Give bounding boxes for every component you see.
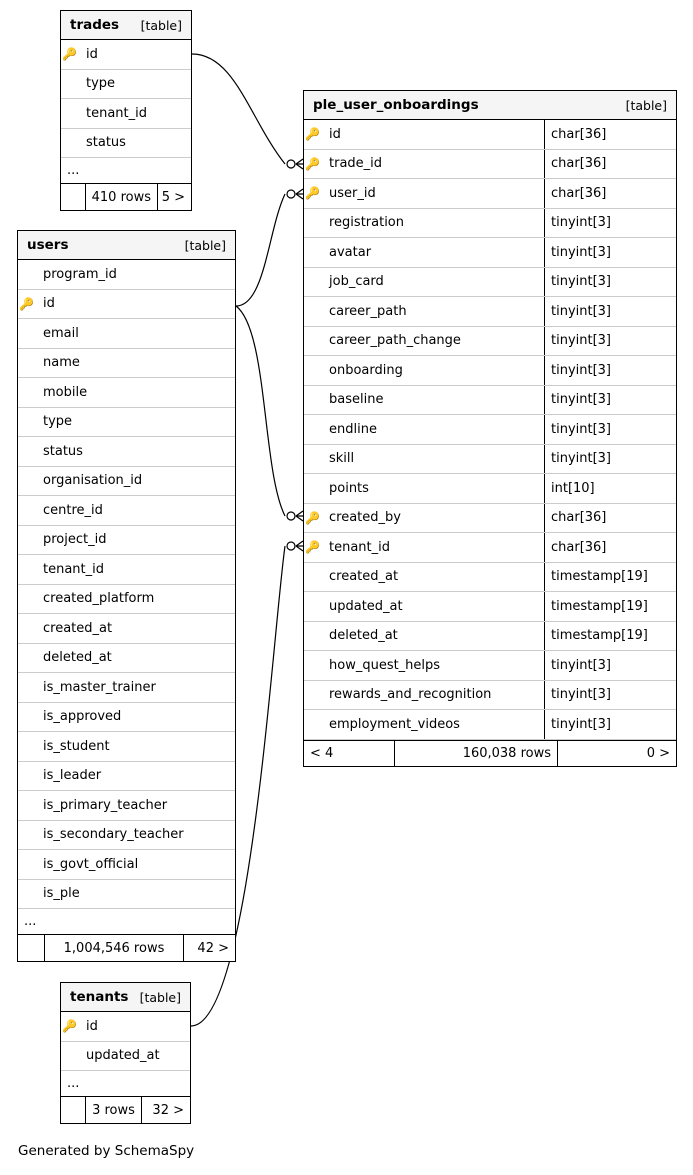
table-row[interactable] (304, 474, 676, 504)
table-row[interactable] (61, 1012, 190, 1042)
table-row[interactable] (304, 268, 676, 298)
key-spacer (18, 732, 35, 761)
table-row[interactable] (18, 821, 235, 851)
column-name: is_master_trainer (43, 679, 156, 695)
table-row[interactable] (61, 70, 191, 100)
table-row[interactable] (18, 260, 235, 290)
column-name: created_by (329, 510, 401, 526)
table-tag: [table] (625, 97, 667, 113)
key-spacer (304, 297, 321, 326)
table-row[interactable] (18, 614, 235, 644)
column-name: tenant_id (43, 561, 105, 577)
key-spacer (304, 209, 321, 238)
footer-left[interactable] (61, 184, 85, 210)
table-row[interactable] (18, 555, 235, 585)
table-ple-user-onboardings[interactable] (303, 90, 677, 767)
key-spacer (18, 614, 35, 643)
key-spacer (304, 710, 321, 739)
footer-left[interactable] (18, 935, 44, 961)
column-name: job_card (329, 274, 384, 290)
column-type: timestamp[19] (544, 622, 676, 651)
table-row[interactable] (304, 563, 676, 593)
key-icon: 🔑 (62, 1019, 77, 1034)
footer-child-count[interactable]: 0 > (557, 741, 676, 766)
table-row[interactable] (304, 150, 676, 180)
key-spacer (61, 99, 78, 128)
key-spacer (304, 386, 321, 415)
table-row[interactable] (18, 408, 235, 438)
column-type: char[36] (544, 120, 676, 149)
table-row[interactable] (18, 290, 235, 320)
key-spacer (304, 356, 321, 385)
table-row[interactable] (18, 526, 235, 556)
key-spacer (18, 260, 35, 289)
column-type: tinyint[3] (544, 268, 676, 297)
footer-right[interactable]: 42 > (183, 935, 235, 961)
table-row[interactable] (18, 732, 235, 762)
column-name: updated_at (329, 598, 403, 614)
key-spacer (18, 673, 35, 702)
column-name: career_path_change (329, 333, 461, 349)
column-name: email (43, 325, 79, 341)
table-row[interactable] (304, 710, 676, 740)
key-spacer (304, 445, 321, 474)
table-footer (304, 740, 676, 766)
table-row[interactable] (61, 129, 191, 159)
key-icon: 🔑 (305, 540, 320, 555)
table-row[interactable] (18, 791, 235, 821)
column-type: char[36] (544, 504, 676, 533)
key-spacer (304, 651, 321, 680)
more-columns-indicator: ... (18, 909, 235, 935)
column-type: timestamp[19] (544, 563, 676, 592)
key-spacer (304, 268, 321, 297)
column-type: tinyint[3] (544, 238, 676, 267)
table-row[interactable] (18, 585, 235, 615)
column-name: mobile (43, 384, 88, 400)
key-spacer (18, 791, 35, 820)
column-name: is_ple (43, 886, 80, 902)
column-name: created_at (329, 569, 399, 585)
column-type: tinyint[3] (544, 415, 676, 444)
table-row[interactable] (304, 651, 676, 681)
key-spacer (304, 622, 321, 651)
footer-rowcount: 1,004,546 rows (44, 935, 183, 961)
table-row[interactable] (304, 533, 676, 563)
table-row[interactable] (304, 297, 676, 327)
column-name: avatar (329, 244, 372, 260)
column-name: id (329, 126, 341, 142)
column-name: skill (329, 451, 355, 467)
key-icon: 🔑 (62, 47, 77, 62)
key-spacer (304, 474, 321, 503)
table-row[interactable] (304, 592, 676, 622)
column-name: is_student (43, 738, 110, 754)
column-name: is_leader (43, 768, 102, 784)
footer-parent-count[interactable]: < 4 (310, 745, 334, 761)
table-footer (61, 184, 191, 210)
key-spacer (304, 238, 321, 267)
footer-right[interactable]: 5 > (157, 184, 191, 210)
footer-left[interactable] (61, 1097, 85, 1123)
column-name: created_at (43, 620, 113, 636)
table-row[interactable] (304, 179, 676, 209)
key-spacer (18, 349, 35, 378)
generated-by-caption: Generated by SchemaSpy (18, 1143, 195, 1159)
table-tag: [table] (140, 17, 182, 33)
column-name: is_govt_official (43, 856, 139, 872)
key-spacer (304, 681, 321, 710)
table-tag: [table] (184, 237, 226, 253)
table-row[interactable] (304, 356, 676, 386)
column-name: status (43, 443, 83, 459)
footer-rowcount: 160,038 rows (394, 741, 557, 766)
table-row[interactable] (304, 120, 676, 150)
column-name: endline (329, 421, 377, 437)
column-name: registration (329, 215, 405, 231)
key-spacer (18, 703, 35, 732)
table-row[interactable] (304, 386, 676, 416)
column-type: char[36] (544, 533, 676, 562)
table-footer (61, 1097, 190, 1123)
column-name: points (329, 480, 369, 496)
table-users[interactable] (17, 230, 236, 962)
key-spacer (18, 585, 35, 614)
table-row[interactable] (304, 238, 676, 268)
column-name: employment_videos (329, 716, 460, 732)
column-name: program_id (43, 266, 117, 282)
column-name: type (43, 414, 73, 430)
table-row[interactable] (18, 437, 235, 467)
table-row[interactable] (18, 762, 235, 792)
more-columns-indicator: ... (61, 1071, 190, 1097)
table-title-ple-user-onboardings (304, 91, 676, 120)
column-name: tenant_id (329, 539, 391, 555)
table-row[interactable] (18, 467, 235, 497)
column-type: char[36] (544, 150, 676, 179)
footer-rowcount: 3 rows (85, 1097, 141, 1123)
column-name: updated_at (86, 1048, 160, 1064)
table-name: tenants (70, 989, 129, 1005)
key-icon: 🔑 (19, 296, 34, 311)
column-type: tinyint[3] (544, 386, 676, 415)
column-name: deleted_at (329, 628, 398, 644)
column-name: type (86, 76, 116, 92)
table-row[interactable] (18, 850, 235, 880)
key-spacer (18, 555, 35, 584)
key-icon: 🔑 (305, 156, 320, 171)
column-name: is_approved (43, 709, 122, 725)
table-row[interactable] (18, 703, 235, 733)
table-row[interactable] (18, 378, 235, 408)
table-name: ple_user_onboardings (313, 97, 479, 113)
key-spacer (18, 408, 35, 437)
table-row[interactable] (304, 622, 676, 652)
table-row[interactable] (18, 319, 235, 349)
column-name: career_path (329, 303, 407, 319)
table-tag: [table] (139, 989, 181, 1005)
column-name: status (86, 135, 126, 151)
footer-right[interactable]: 32 > (141, 1097, 190, 1123)
table-row[interactable] (304, 209, 676, 239)
column-type: tinyint[3] (544, 356, 676, 385)
table-title-trades (61, 11, 191, 40)
table-row[interactable] (304, 327, 676, 357)
table-name: trades (70, 17, 120, 33)
footer-rowcount: 410 rows (85, 184, 157, 210)
column-type: tinyint[3] (544, 681, 676, 710)
table-row[interactable] (18, 496, 235, 526)
table-footer (18, 935, 235, 961)
key-icon: 🔑 (305, 186, 320, 201)
key-spacer (18, 850, 35, 879)
key-spacer (61, 1042, 78, 1071)
table-name: users (27, 237, 69, 253)
table-row[interactable] (18, 673, 235, 703)
table-row[interactable] (61, 99, 191, 129)
key-spacer (304, 592, 321, 621)
column-name: id (86, 46, 98, 62)
table-row[interactable] (18, 644, 235, 674)
column-name: is_primary_teacher (43, 797, 168, 813)
column-name: how_quest_helps (329, 657, 441, 673)
key-spacer (18, 467, 35, 496)
key-spacer (61, 129, 78, 158)
column-name: baseline (329, 392, 384, 408)
key-spacer (18, 821, 35, 850)
column-name: trade_id (329, 156, 383, 172)
column-type: tinyint[3] (544, 297, 676, 326)
key-spacer (304, 415, 321, 444)
table-title-users (18, 231, 235, 260)
table-tenants[interactable] (60, 982, 191, 1124)
key-spacer (304, 563, 321, 592)
column-type: tinyint[3] (544, 209, 676, 238)
table-row[interactable] (61, 1042, 190, 1072)
table-row[interactable] (18, 880, 235, 910)
column-name: user_id (329, 185, 376, 201)
table-title-tenants (61, 983, 190, 1012)
column-type: int[10] (544, 474, 676, 503)
table-trades[interactable] (60, 10, 192, 211)
key-icon: 🔑 (305, 510, 320, 525)
table-row[interactable] (304, 445, 676, 475)
column-name: centre_id (43, 502, 103, 518)
key-spacer (18, 644, 35, 673)
key-spacer (18, 526, 35, 555)
column-type: tinyint[3] (544, 327, 676, 356)
table-row[interactable] (61, 40, 191, 70)
column-name: organisation_id (43, 473, 143, 489)
key-spacer (304, 327, 321, 356)
table-row[interactable] (18, 349, 235, 379)
column-name: id (43, 296, 55, 312)
more-columns-indicator: ... (61, 158, 191, 184)
column-type: tinyint[3] (544, 710, 676, 739)
key-spacer (61, 70, 78, 99)
column-name: id (86, 1018, 98, 1034)
key-icon: 🔑 (305, 127, 320, 142)
column-name: deleted_at (43, 650, 112, 666)
column-name: project_id (43, 532, 107, 548)
column-name: created_platform (43, 591, 155, 607)
column-name: name (43, 355, 80, 371)
key-spacer (18, 880, 35, 909)
column-name: onboarding (329, 362, 403, 378)
key-spacer (18, 496, 35, 525)
key-spacer (18, 762, 35, 791)
column-type: timestamp[19] (544, 592, 676, 621)
column-name: tenant_id (86, 105, 148, 121)
key-spacer (18, 319, 35, 348)
column-name: rewards_and_recognition (329, 687, 492, 703)
column-type: tinyint[3] (544, 445, 676, 474)
key-spacer (18, 378, 35, 407)
table-row[interactable] (304, 415, 676, 445)
key-spacer (18, 437, 35, 466)
column-type: char[36] (544, 179, 676, 208)
column-name: is_secondary_teacher (43, 827, 184, 843)
table-row[interactable] (304, 681, 676, 711)
column-type: tinyint[3] (544, 651, 676, 680)
table-row[interactable] (304, 504, 676, 534)
